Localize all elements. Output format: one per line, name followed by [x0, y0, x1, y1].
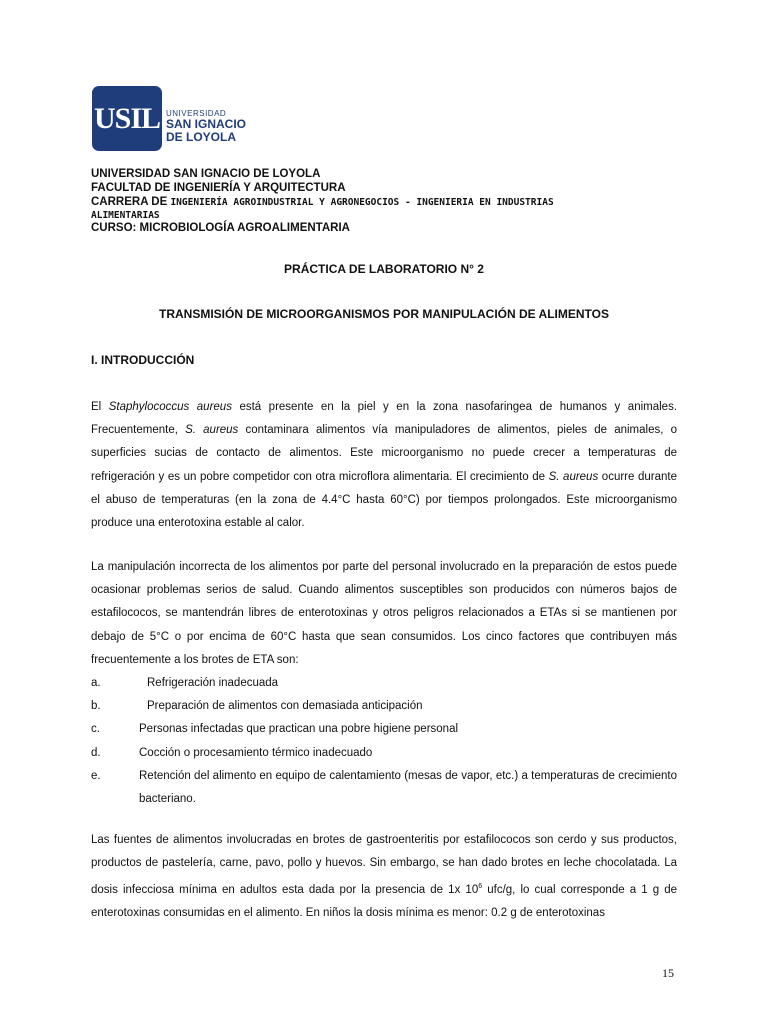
list-item-text: Cocción o procesamiento térmico inadecuado — [139, 746, 373, 759]
list-marker: b. — [91, 700, 101, 713]
list-marker: d. — [91, 746, 101, 759]
list-marker: e. — [91, 769, 101, 782]
para1-text-4: ocurre durante el abuso de temperaturas (en la zona de 4.4°C hasta 60°C) por tiempos prolongados. Este microorganismo produce una enterotoxina estable al calor. — [91, 470, 677, 530]
list-marker: c. — [91, 723, 100, 736]
logo-mark: USIL — [93, 101, 161, 135]
career-name-cont: ALIMENTARIAS — [91, 210, 160, 221]
para1-species-3: S. aureus — [548, 470, 599, 483]
list-item — [91, 695, 677, 718]
list-item — [91, 765, 677, 811]
para1-species-2: S. aureus — [185, 424, 239, 437]
intro-paragraph-2 — [91, 556, 677, 672]
list-item-text: Preparación de alimentos con demasiada anticipación — [147, 700, 423, 713]
intro-paragraph-3 — [91, 829, 677, 926]
para1-text-3: contaminara alimentos vía manipuladores de alimentos, pieles de animales, o superficies sucias de contacto de alimentos. Este microorganismo no puede crecer a temperaturas de refrigeración y es un pobre competidor con otra microflora alimentaria. El crecimiento de — [91, 424, 677, 483]
para1-text-1: El — [91, 401, 109, 413]
logo-line-3: DE LOYOLA — [166, 129, 237, 144]
logo-wordmark — [166, 110, 246, 144]
para3-exponent: 6 — [478, 883, 483, 891]
para1-species-1: Staphylococcus aureus — [108, 401, 232, 413]
practice-title: PRÁCTICA DE LABORATORIO N° 2 — [284, 262, 484, 276]
university-logo — [92, 86, 162, 151]
list-item — [91, 672, 677, 695]
university-name: UNIVERSIDAD SAN IGNACIO DE LOYOLA — [91, 168, 321, 180]
logo-line-2: SAN IGNACIO — [166, 117, 247, 132]
factors-list — [91, 672, 677, 811]
list-item-text: Refrigeración inadecuada — [147, 677, 279, 689]
para3-text-1: Las fuentes de alimentos involucradas en brotes de gastroenteritis por estafilococos son cerdo y sus productos, productos de pastelería, carne, pavo, pollo y huevos. Sin embargo, se han dado brotes en leche chocolatada. La dosis infecciosa mínima en adultos esta dada por la presencia de 1x 10 — [91, 834, 677, 897]
intro-paragraph-1 — [91, 396, 677, 535]
list-item-text: Retención del alimento en equipo de calentamiento (mesas de vapor, etc.) a temperaturas de crecimiento bacteriano. — [139, 769, 677, 806]
list-item — [91, 718, 677, 741]
list-item-text: Personas infectadas que practican una pobre higiene personal — [139, 723, 459, 736]
career-label: CARRERA DE — [91, 196, 168, 208]
course-name: CURSO: MICROBIOLOGÍA AGROALIMENTARIA — [91, 222, 350, 234]
para1-text-2: está presente en la piel y en la zona nasofaringea de humanos y animales. Frecuentemente, — [91, 401, 678, 437]
faculty-name: FACULTAD DE INGENIERÍA Y ARQUITECTURA — [91, 182, 346, 194]
section-heading: I. INTRODUCCIÓN — [91, 353, 195, 367]
document-header — [91, 167, 677, 235]
para3-text-2: ufc/g, lo cual corresponde a 1 g de enterotoxinas consumidas en el alimento. En niños la dosis mínima es menor: 0.2 g de enterotoxinas — [91, 884, 677, 920]
list-item — [91, 742, 677, 765]
logo-line-1: UNIVERSIDAD — [166, 109, 227, 118]
career-name: INGENIERÍA AGROINDUSTRIAL Y AGRONEGOCIOS - INGENIERIA EN INDUSTRIAS — [170, 197, 554, 208]
para2-text: La manipulación incorrecta de los alimentos por parte del personal involucrado en la preparación de estos puede ocasionar problemas serios de salud. Cuando alimentos susceptibles son producidos con números bajos de estafilococos, se mantendrán libres de enterotoxinas y otros peligros relacionados a ETAs si se mantienen por debajo de 5°C o por encima de 60°C hasta que sean consumidos. Los cinco factores que contribuyen más frecuentemente a los brotes de ETA son: — [91, 561, 677, 666]
career-line — [91, 195, 677, 210]
list-marker: a. — [91, 677, 101, 689]
practice-subtitle: TRANSMISIÓN DE MICROORGANISMOS POR MANIPULACIÓN DE ALIMENTOS — [158, 307, 609, 321]
page-number: 15 — [662, 966, 674, 980]
